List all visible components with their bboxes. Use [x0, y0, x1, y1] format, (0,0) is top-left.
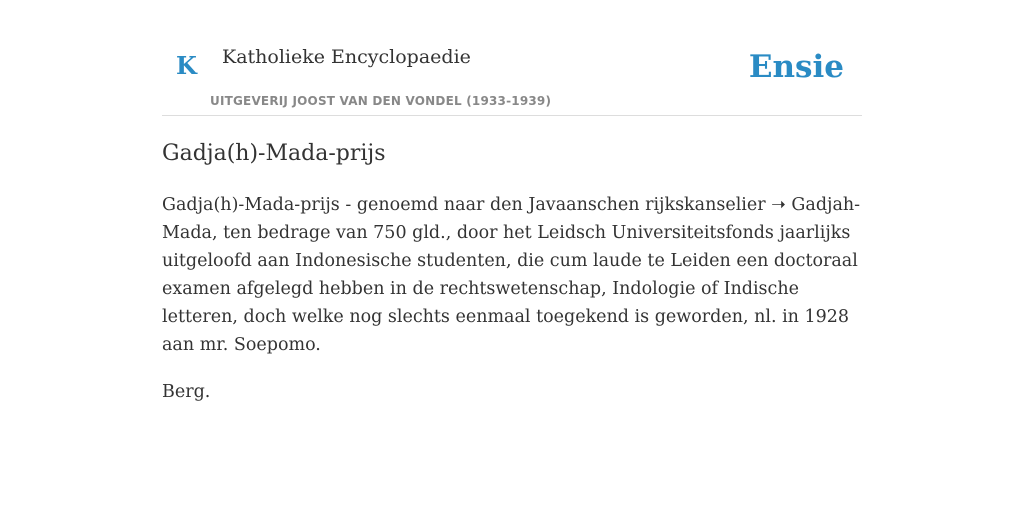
article-body	[162, 191, 862, 406]
page-container	[162, 0, 862, 425]
article-author: Berg.	[162, 381, 211, 402]
site-subtitle: UITGEVERIJ JOOST VAN DEN VONDEL (1933-1939)	[210, 94, 552, 108]
article	[162, 140, 862, 406]
logo-icon[interactable]: K	[176, 51, 197, 80]
site-title[interactable]: Katholieke Encyclopaedie	[222, 46, 471, 68]
article-paragraph: Gadja(h)-Mada-prijs - genoemd naar den Javaanschen rijkskanselier ➝ Gadjah-Mada, ten bedrage van 750 gld., door het Leidsch Universiteitsfonds jaarlijks uitgeloofd aan Indonesische studenten, die cum laude te Leiden een doctoraal examen afgelegd hebben in de rechtswetenschap, Indologie of Indische letteren, doch welke nog slechts eenmaal toegekend is geworden, nl. in 1928 aan mr. Soepomo.	[162, 194, 861, 355]
article-title: Gadja(h)-Mada-prijs	[162, 141, 386, 166]
site-header	[162, 0, 862, 116]
brand-logo-link[interactable]: Ensie	[748, 49, 844, 85]
